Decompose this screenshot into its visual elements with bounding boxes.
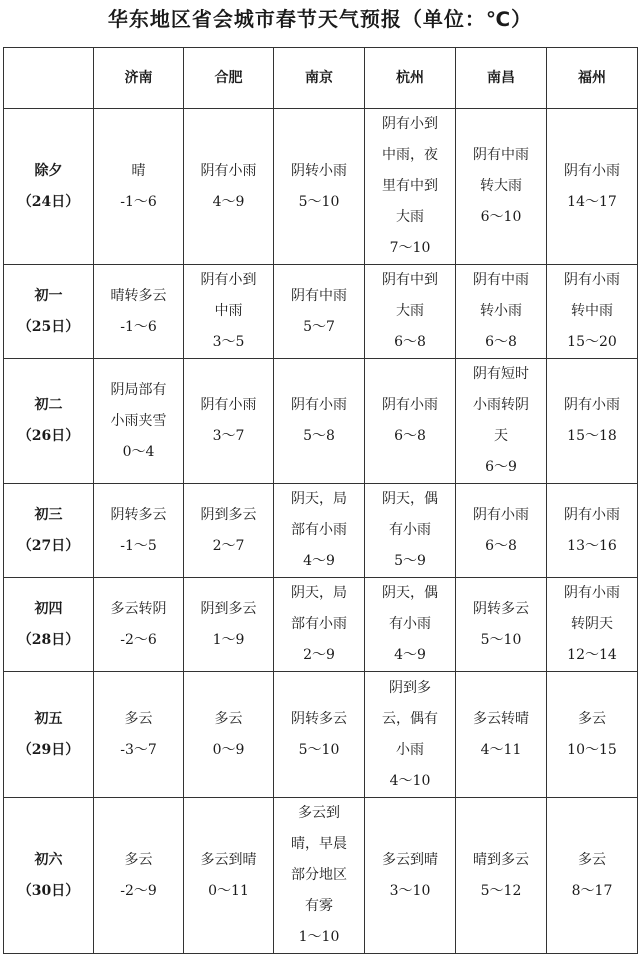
- weather-text: 晴，早晨: [291, 836, 347, 852]
- weather-text: 转大雨: [480, 178, 522, 194]
- weather-text: 转中雨: [571, 303, 613, 319]
- weather-text: 中雨: [214, 303, 243, 319]
- city-header: 济南: [94, 48, 184, 109]
- day-name: 初四: [34, 600, 63, 617]
- weather-text: 里有中到: [382, 178, 438, 194]
- day-label-cell: [4, 578, 94, 672]
- temperature-range: 0～11: [208, 882, 249, 899]
- table-row: [4, 672, 638, 798]
- table-row: [4, 359, 638, 484]
- temperature-range: 6～8: [394, 428, 426, 444]
- forecast-cell: [547, 672, 638, 798]
- weather-text: 天: [494, 428, 508, 444]
- table-row: [4, 798, 638, 954]
- forecast-cell: [94, 109, 184, 265]
- weather-text: 小雨: [396, 741, 424, 758]
- table-row: [4, 484, 638, 578]
- temperature-range: 3～10: [389, 882, 431, 899]
- temperature-range: -2～6: [120, 631, 157, 648]
- weather-text: 多云到晴: [200, 851, 257, 868]
- forecast-table: [3, 47, 638, 954]
- forecast-cell: [184, 672, 274, 798]
- day-date: （28日）: [17, 631, 80, 648]
- weather-text: 多云到: [298, 805, 340, 821]
- weather-text: 多云: [578, 851, 606, 868]
- temperature-range: 5～10: [298, 741, 340, 758]
- weather-text: 多云转晴: [473, 710, 529, 727]
- city-header: 杭州: [365, 48, 456, 109]
- temperature-range: 4～9: [303, 553, 335, 569]
- weather-text: 部有小雨: [291, 616, 347, 632]
- temperature-range: 4～9: [394, 647, 426, 663]
- temperature-range: 5～7: [303, 318, 335, 335]
- weather-text: 大雨: [396, 209, 424, 225]
- forecast-cell: [456, 578, 547, 672]
- weather-text: 阴转多云: [473, 600, 529, 617]
- forecast-cell: [365, 265, 456, 359]
- day-date: （27日）: [17, 537, 80, 554]
- weather-text: 中雨，夜: [382, 147, 438, 163]
- weather-text: 阴有小雨: [564, 397, 620, 413]
- weather-text: 阴有中到: [382, 272, 438, 288]
- temperature-range: 5～9: [394, 553, 426, 569]
- forecast-cell: [274, 265, 365, 359]
- temperature-range: -1～6: [120, 318, 157, 335]
- temperature-range: 3～7: [212, 428, 245, 444]
- day-date: （26日）: [17, 428, 80, 444]
- weather-text: 阴有小雨: [564, 162, 620, 179]
- weather-text: 阴到多云: [200, 506, 257, 523]
- temperature-range: 8～17: [571, 882, 613, 899]
- weather-text: 阴有中雨: [473, 147, 529, 163]
- forecast-cell: [547, 109, 638, 265]
- temperature-range: 2～9: [303, 647, 335, 663]
- forecast-cell: [547, 359, 638, 484]
- temperature-range: 10～15: [567, 741, 617, 758]
- weather-text: 多云: [124, 710, 153, 727]
- weather-text: 多云: [124, 851, 153, 868]
- weather-text: 阴局部有: [110, 381, 167, 398]
- temperature-range: 5～12: [480, 882, 522, 899]
- forecast-cell: [274, 578, 365, 672]
- forecast-cell: [94, 484, 184, 578]
- table-row: [4, 109, 638, 265]
- temperature-range: 14～17: [567, 193, 617, 210]
- temperature-range: -3～7: [120, 741, 157, 758]
- forecast-cell: [274, 798, 365, 954]
- forecast-cell: [274, 672, 365, 798]
- weather-text: 阴有小雨: [291, 397, 347, 413]
- weather-text: 多云到晴: [382, 851, 438, 868]
- weather-text: 阴有中雨: [291, 287, 347, 304]
- weather-text: 阴有小雨: [564, 506, 620, 523]
- forecast-cell: [456, 798, 547, 954]
- temperature-range: 6～8: [394, 334, 426, 350]
- weather-text: 阴有小雨: [200, 162, 257, 179]
- forecast-cell: [547, 798, 638, 954]
- day-name: 初三: [34, 506, 63, 523]
- day-date: （30日）: [17, 882, 80, 899]
- temperature-range: -1～5: [120, 537, 157, 554]
- weather-text: 部有小雨: [291, 522, 347, 538]
- forecast-cell: [456, 265, 547, 359]
- forecast-cell: [365, 359, 456, 484]
- forecast-cell: [365, 578, 456, 672]
- forecast-cell: [456, 359, 547, 484]
- forecast-cell: [94, 672, 184, 798]
- weather-text: 阴有小雨: [564, 585, 620, 601]
- weather-text: 大雨: [396, 303, 424, 319]
- forecast-cell: [365, 109, 456, 265]
- forecast-cell: [184, 359, 274, 484]
- temperature-range: 1～9: [212, 631, 245, 648]
- day-name: 初二: [34, 397, 63, 413]
- temperature-range: 6～10: [480, 209, 522, 225]
- day-label-cell: [4, 798, 94, 954]
- forecast-cell: [365, 672, 456, 798]
- temperature-range: 4～10: [389, 772, 431, 789]
- forecast-cell: [184, 798, 274, 954]
- day-label-cell: [4, 672, 94, 798]
- weather-text: 多云: [578, 710, 606, 727]
- forecast-cell: [94, 359, 184, 484]
- table-row: [4, 578, 638, 672]
- weather-text: 部分地区: [291, 867, 347, 883]
- weather-text: 小雨转阴: [473, 397, 529, 413]
- temperature-range: 7～10: [389, 240, 431, 256]
- forecast-cell: [456, 672, 547, 798]
- weather-text: 晴: [131, 162, 146, 179]
- day-label-cell: [4, 109, 94, 265]
- weather-text: 阴有小到: [200, 272, 257, 288]
- temperature-range: 0～9: [212, 741, 245, 758]
- weather-text: 阴到多: [389, 679, 431, 696]
- temperature-range: 6～8: [485, 334, 517, 350]
- forecast-cell: [184, 109, 274, 265]
- corner-cell: [4, 48, 94, 109]
- weather-text: 有小雨: [389, 616, 431, 632]
- weather-text: 阴有小到: [382, 116, 438, 132]
- forecast-cell: [184, 484, 274, 578]
- day-date: （29日）: [17, 741, 80, 758]
- temperature-range: -2～9: [120, 882, 157, 899]
- temperature-range: 6～9: [485, 459, 517, 475]
- weather-text: 阴到多云: [200, 600, 257, 617]
- temperature-range: 5～8: [303, 428, 335, 444]
- weather-text: 小雨夹雪: [110, 412, 167, 429]
- day-date: （24日）: [17, 193, 80, 210]
- day-date: （25日）: [17, 318, 80, 335]
- forecast-cell: [184, 265, 274, 359]
- day-name: 初五: [34, 710, 63, 727]
- weather-text: 阴天，局: [291, 491, 347, 507]
- weather-text: 阴天，偶: [382, 585, 438, 601]
- weather-text: 阴天，局: [291, 585, 347, 601]
- weather-text: 阴有小雨: [200, 397, 257, 413]
- temperature-range: 4～9: [212, 193, 245, 210]
- forecast-cell: [547, 484, 638, 578]
- weather-text: 阴有小雨: [564, 272, 620, 288]
- day-label-cell: [4, 484, 94, 578]
- day-name: 除夕: [34, 162, 63, 179]
- temperature-range: 0～4: [122, 443, 155, 460]
- temperature-range: 1～10: [298, 929, 340, 945]
- table-row: [4, 265, 638, 359]
- weather-text: 有小雨: [389, 522, 431, 538]
- forecast-cell: [456, 484, 547, 578]
- page-title: 华东地区省会城市春节天气预报（单位：℃）: [107, 7, 533, 31]
- weather-text: 阴有小雨: [382, 397, 438, 413]
- temperature-range: 5～10: [298, 193, 340, 210]
- weather-text: 阴有中雨: [473, 272, 529, 288]
- forecast-cell: [365, 798, 456, 954]
- city-header: 合肥: [184, 48, 274, 109]
- weather-text: 转阴天: [571, 616, 613, 632]
- city-header: 南京: [274, 48, 365, 109]
- forecast-cell: [184, 578, 274, 672]
- weather-text: 晴到多云: [473, 851, 529, 868]
- temperature-range: -1～6: [120, 193, 157, 210]
- temperature-range: 5～10: [480, 631, 522, 648]
- temperature-range: 15～18: [567, 428, 617, 444]
- weather-text: 转小雨: [480, 303, 522, 319]
- forecast-cell: [94, 798, 184, 954]
- forecast-cell: [274, 359, 365, 484]
- weather-text: 阴转多云: [110, 506, 167, 523]
- day-name: 初一: [34, 287, 63, 304]
- weather-text: 阴有短时: [473, 366, 529, 382]
- header-row: [4, 48, 638, 109]
- forecast-cell: [456, 109, 547, 265]
- weather-text: 多云: [214, 710, 243, 727]
- forecast-cell: [365, 484, 456, 578]
- day-name: 初六: [34, 851, 63, 868]
- weather-text: 多云转阴: [110, 600, 167, 617]
- temperature-range: 6～8: [485, 537, 517, 554]
- forecast-cell: [94, 265, 184, 359]
- weather-text: 云，偶有: [382, 710, 438, 727]
- forecast-cell: [274, 484, 365, 578]
- temperature-range: 2～7: [212, 537, 245, 554]
- weather-text: 阴转多云: [291, 710, 347, 727]
- weather-text: 阴有小雨: [473, 506, 529, 523]
- temperature-range: 3～5: [212, 334, 245, 350]
- forecast-cell: [547, 265, 638, 359]
- day-label-cell: [4, 265, 94, 359]
- city-header: 南昌: [456, 48, 547, 109]
- forecast-cell: [547, 578, 638, 672]
- weather-text: 有雾: [305, 898, 333, 914]
- weather-text: 晴转多云: [110, 287, 167, 304]
- temperature-range: 13～16: [567, 537, 617, 554]
- weather-text: 阴转小雨: [291, 162, 347, 179]
- city-header: 福州: [547, 48, 638, 109]
- forecast-cell: [274, 109, 365, 265]
- day-label-cell: [4, 359, 94, 484]
- weather-text: 阴天，偶: [382, 491, 438, 507]
- temperature-range: 12～14: [567, 647, 617, 663]
- temperature-range: 15～20: [567, 334, 617, 350]
- forecast-cell: [94, 578, 184, 672]
- temperature-range: 4～11: [480, 741, 522, 758]
